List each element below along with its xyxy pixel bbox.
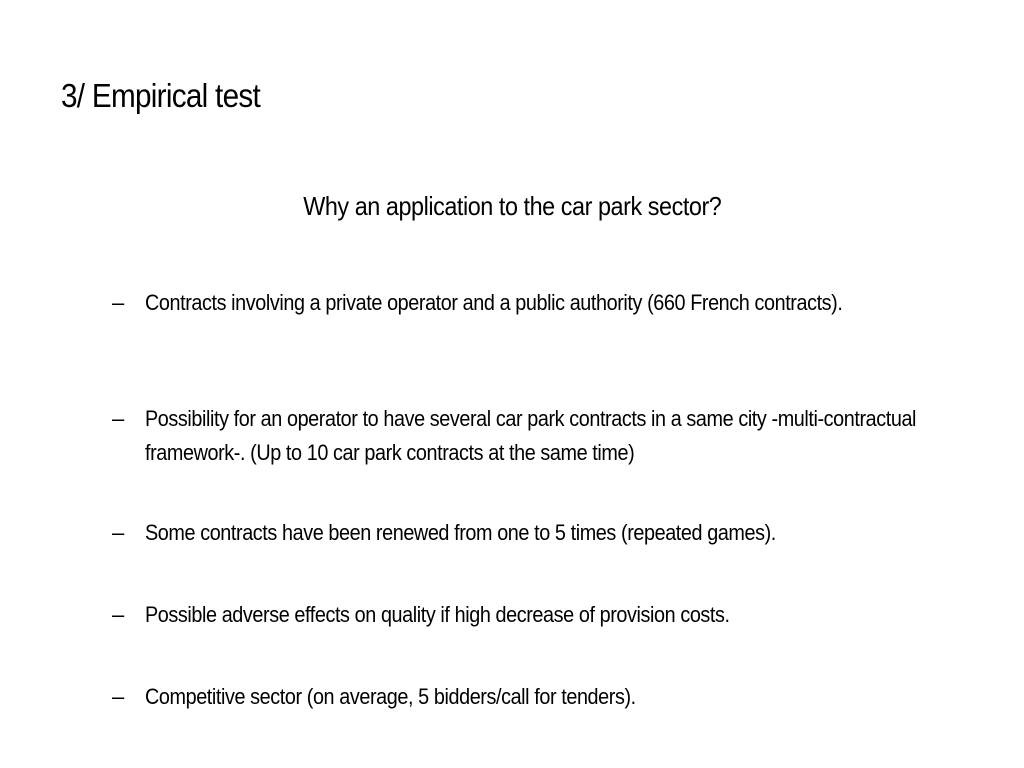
slide-title: 3/ Empirical test bbox=[61, 77, 261, 114]
bullet-dash-icon: – bbox=[112, 406, 125, 431]
bullet-dash-icon: – bbox=[112, 520, 125, 545]
bullet-text: Some contracts have been renewed from one to 5 times (repeated games). bbox=[145, 520, 776, 545]
bullet-dash-icon: – bbox=[112, 684, 125, 709]
bullet-dash-icon: – bbox=[112, 602, 125, 627]
bullet-text: Competitive sector (on average, 5 bidders/call for tenders). bbox=[145, 684, 636, 709]
bullet-text: Contracts involving a private operator and a public authority (660 French contracts). bbox=[145, 290, 843, 315]
bullet-dash-icon: – bbox=[112, 290, 125, 315]
slide-subtitle-text: Why an application to the car park sector? bbox=[302, 191, 722, 221]
slide-subtitle bbox=[0, 190, 1024, 222]
bullet-text: Possibility for an operator to have several car park contracts in a same city -multi-contractual framework-. (Up to 10 car park contracts at the same time) bbox=[145, 406, 917, 465]
bullet-text: Possible adverse effects on quality if high decrease of provision costs. bbox=[145, 602, 730, 627]
